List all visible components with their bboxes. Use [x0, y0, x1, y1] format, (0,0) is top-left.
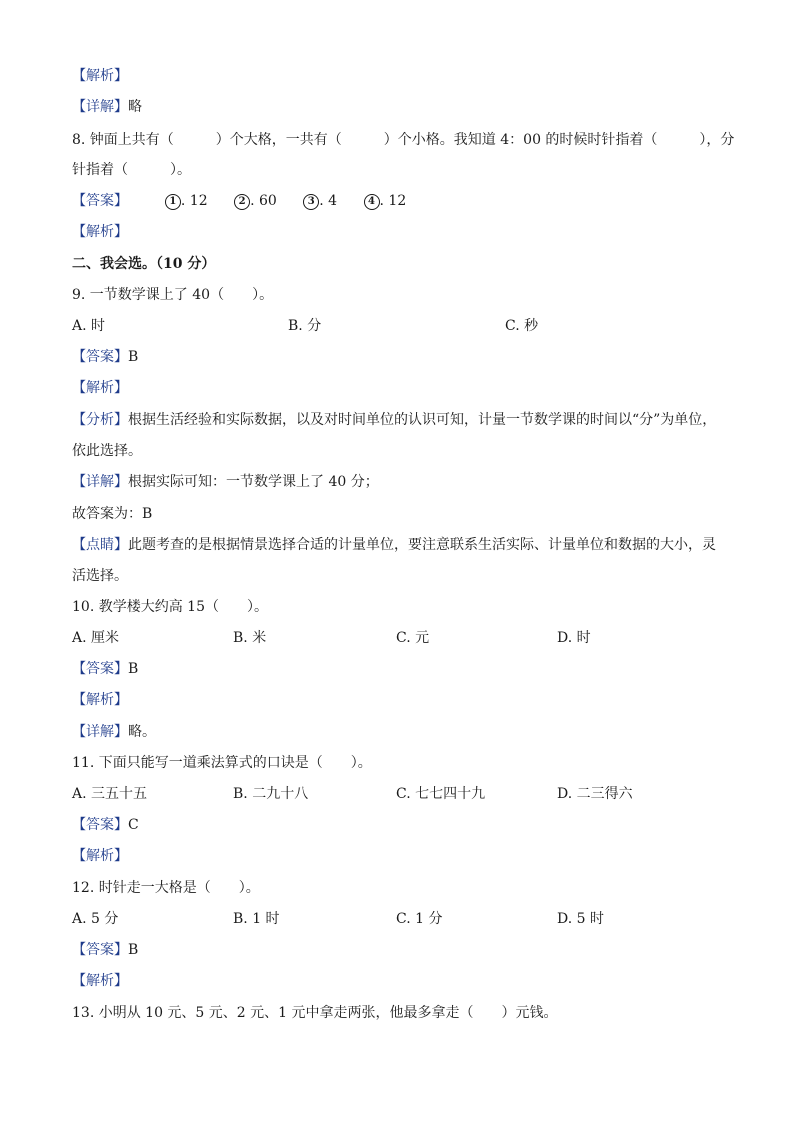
question-9: 9. 一节数学课上了 40（ ）。: [72, 287, 274, 303]
q11-option-c: C. 七七四十九: [396, 786, 486, 802]
answer-item-2: 2 . 60: [234, 191, 277, 211]
q10-option-b: B. 米: [233, 630, 267, 646]
jiexi-label: 【解析】: [72, 68, 128, 84]
jiexi-label: 【解析】: [72, 848, 128, 864]
q11-answer: 【答案】C: [72, 817, 139, 833]
q9-analysis-line1: 【分析】根据生活经验和实际数据，以及对时间单位的认识可知，计量一节数学课的时间以“分”为单位，: [72, 412, 717, 428]
jiexi-label: 【解析】: [72, 224, 128, 240]
q12-option-d: D. 5 时: [557, 911, 604, 927]
q11-option-b: B. 二九十八: [233, 786, 309, 802]
answer-item-1: 1 . 12: [165, 191, 208, 211]
xiangjie-label: 【详解】: [72, 99, 128, 115]
q10-answer: 【答案】B: [72, 661, 139, 677]
q9-conclusion: 故答案为：B: [72, 506, 153, 522]
question-13: 13. 小明从 10 元、5 元、2 元、1 元中拿走两张，他最多拿走（ ）元钱。: [72, 1005, 558, 1021]
q9-tip-line1: 【点睛】此题考查的是根据情景选择合适的计量单位，要注意联系生活实际、计量单位和数据的大小，灵: [72, 537, 716, 553]
q9-option-c: C. 秒: [505, 318, 539, 334]
section-2-title: 二、我会选。（10 分）: [72, 256, 216, 272]
q10-detail: 【详解】略。: [72, 724, 156, 740]
answer-label: 【答案】: [72, 193, 128, 209]
question-10: 10. 教学楼大约高 15（ ）。: [72, 599, 268, 615]
q10-option-a: A. 厘米: [72, 630, 120, 646]
q9-detail: 【详解】根据实际可知：一节数学课上了 40 分；: [72, 474, 379, 490]
question-8-answer: [72, 191, 428, 211]
q12-option-a: A. 5 分: [72, 911, 119, 927]
xiangjie-line: [72, 97, 142, 117]
q10-option-d: D. 时: [557, 630, 591, 646]
q12-option-c: C. 1 分: [396, 911, 443, 927]
q12-answer: 【答案】B: [72, 942, 139, 958]
jiexi-label: 【解析】: [72, 380, 128, 396]
q9-option-b: B. 分: [288, 318, 322, 334]
q11-option-a: A. 三五十五: [72, 786, 148, 802]
q12-option-b: B. 1 时: [233, 911, 280, 927]
question-8-line2: 针指着（ ）。: [72, 162, 191, 178]
q9-tip-line2: 活选择。: [72, 568, 128, 584]
q11-option-d: D. 二三得六: [557, 786, 633, 802]
answer-item-3: 3 . 4: [303, 191, 337, 211]
jiexi-label: 【解析】: [72, 692, 128, 708]
question-11: 11. 下面只能写一道乘法算式的口诀是（ ）。: [72, 755, 372, 771]
q9-analysis-line2: 依此选择。: [72, 443, 142, 459]
jiexi-label: 【解析】: [72, 973, 128, 989]
xiangjie-text: 略: [128, 99, 142, 115]
q9-option-a: A. 时: [72, 318, 106, 334]
question-8-line1: 8. 钟面上共有（ ）个大格，一共有（ ）个小格。我知道 4：00 的时候时针指着（ ），分: [72, 132, 735, 148]
answer-item-4: 4 . 12: [364, 191, 407, 211]
question-12: 12. 时针走一大格是（ ）。: [72, 880, 260, 896]
q9-answer: 【答案】B: [72, 349, 139, 365]
q10-option-c: C. 元: [396, 630, 430, 646]
